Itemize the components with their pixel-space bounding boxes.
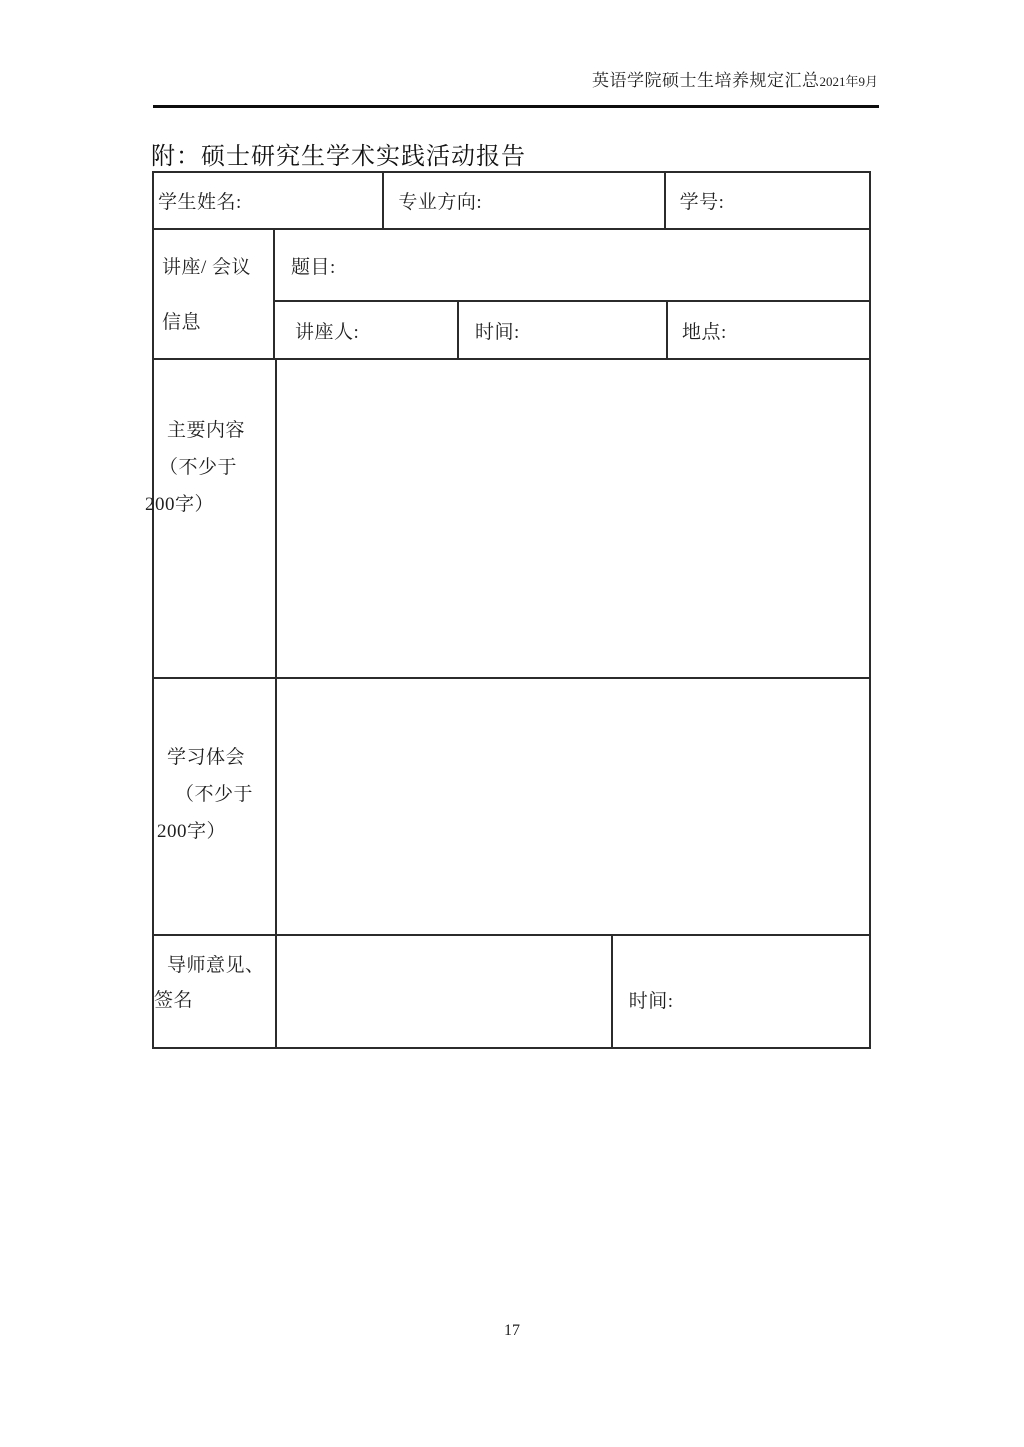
time-cell[interactable] — [459, 302, 668, 360]
row-reflection — [154, 679, 871, 936]
row-student-info — [154, 173, 871, 230]
speaker-cell[interactable] — [275, 302, 459, 360]
row-advisor — [154, 936, 871, 1049]
main-content-label-line1: 主要内容 — [167, 420, 246, 441]
reflection-input-area[interactable] — [277, 679, 871, 936]
header-rule — [153, 105, 879, 108]
speaker-label: 讲座人: — [295, 321, 360, 343]
page-number: 17 — [504, 1322, 520, 1339]
student-name-label: 学生姓名: — [158, 192, 242, 213]
lecture-info-label-line1: 讲座/ 会议 — [162, 257, 252, 278]
reflection-label-line3: 200字） — [157, 821, 227, 842]
major-label: 专业方向: — [398, 192, 483, 213]
form-table — [145, 171, 871, 1049]
reflection-label-line1: 学习体会 — [167, 747, 246, 768]
topic-cell[interactable] — [275, 230, 871, 302]
advisor-label-line2: 签名 — [154, 990, 194, 1011]
header-note-date: 2021年9月 — [819, 74, 878, 89]
advisor-time-label: 时间: — [628, 991, 674, 1012]
reflection-label-line2: （不少于 — [175, 784, 254, 805]
location-label: 地点: — [682, 321, 727, 343]
advisor-label-line1: 导师意见、 — [167, 955, 265, 976]
student-id-cell[interactable] — [666, 173, 871, 230]
lecture-info-detail — [275, 230, 871, 360]
location-cell[interactable] — [668, 302, 871, 360]
header-note — [592, 66, 878, 91]
header-note-text: 英语学院硕士生培养规定汇总 — [591, 71, 820, 90]
topic-label: 题目: — [291, 256, 336, 278]
main-content-label-cell — [145, 360, 277, 679]
reflection-label-cell — [154, 679, 277, 936]
advisor-label-cell — [154, 936, 277, 1049]
row-lecture-info — [154, 230, 871, 360]
main-content-input-area[interactable] — [277, 360, 871, 679]
major-cell[interactable] — [384, 173, 665, 230]
page-title: 附：硕士研究生学术实践活动报告 — [151, 144, 526, 170]
time-label: 时间: — [475, 321, 520, 343]
main-content-label-line3: 200字） — [145, 494, 215, 515]
lecture-detail-row — [275, 302, 871, 360]
student-name-cell[interactable] — [154, 173, 384, 230]
student-id-label: 学号: — [679, 192, 725, 213]
lecture-info-label-line2: 信息 — [162, 312, 202, 333]
row-main-content — [145, 360, 871, 679]
lecture-info-header-cell — [154, 230, 275, 360]
advisor-signature-area[interactable] — [277, 936, 613, 1049]
main-content-label-line2: （不少于 — [159, 457, 238, 478]
advisor-time-cell[interactable] — [613, 936, 871, 1049]
